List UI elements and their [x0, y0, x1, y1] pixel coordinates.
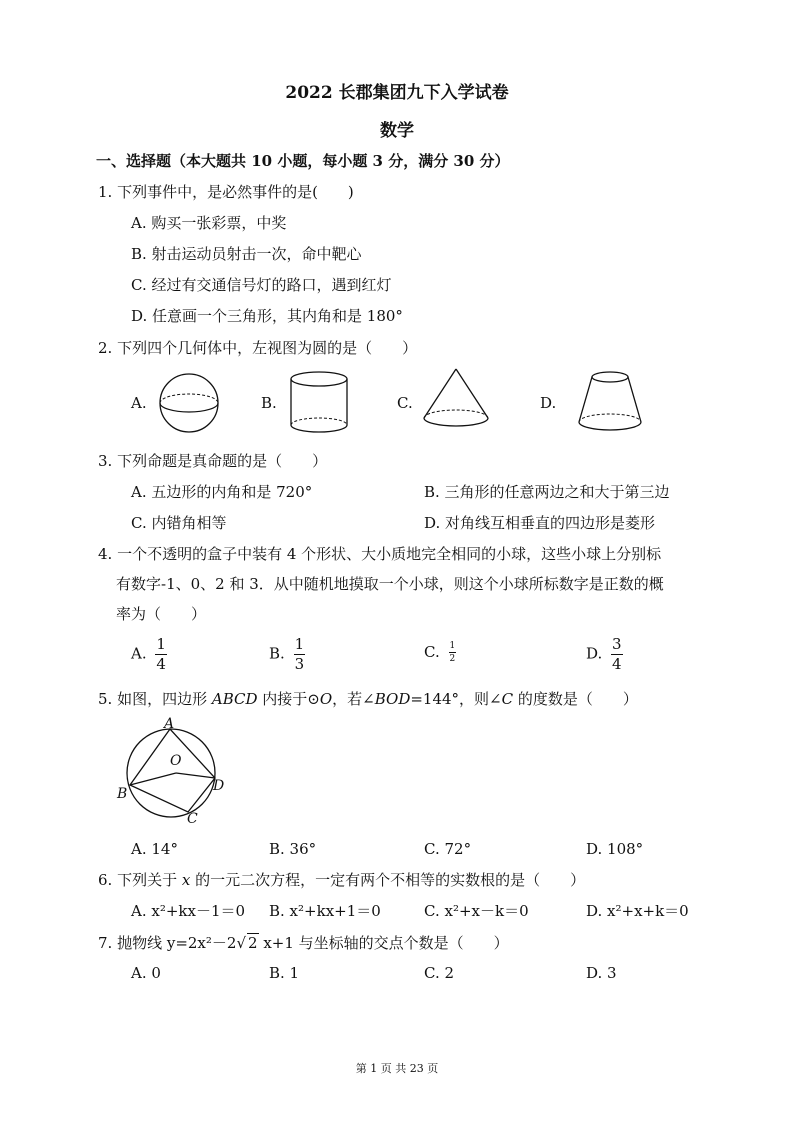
sqrt-symbol: √ 2: [236, 934, 258, 952]
fraction: [155, 637, 167, 672]
question-7-option-b: B. 1: [269, 964, 300, 982]
fraction: [611, 637, 623, 672]
denominator: 4: [612, 655, 622, 673]
question-6-option-d: D. x²+x+k＝0: [586, 902, 689, 920]
stem-text: 的度数是（ ）: [513, 690, 638, 708]
point-label-a: A: [164, 716, 175, 732]
question-2-option-a: A.: [131, 394, 147, 412]
question-1-stem: 1. 下列事件中，是必然事件的是( ): [98, 183, 354, 201]
question-6-option-a: A. x²+kx－1＝0: [131, 902, 246, 920]
option-label: C.: [424, 643, 440, 661]
stem-text: 5. 如图，四边形: [98, 690, 212, 708]
cone-icon: [419, 366, 493, 436]
question-1-option-b: B. 射击运动员射击一次，命中靶心: [131, 245, 362, 263]
question-5-option-c: C. 72°: [424, 840, 472, 858]
stem-symbol: O: [319, 690, 333, 708]
question-6-option-b: B. x²+kx+1＝0: [269, 902, 381, 920]
option-label: B.: [269, 644, 285, 663]
circle-quadrilateral-figure: [114, 716, 234, 830]
question-4-option-c: [424, 642, 456, 664]
question-1-option-a: A. 购买一张彩票，中奖: [131, 214, 287, 232]
question-4-line-3: 率为（ ）: [116, 605, 207, 623]
fraction: [294, 637, 306, 672]
question-6-option-c: C. x²+x－k＝0: [424, 902, 529, 920]
numerator: 1: [449, 641, 456, 651]
question-5-option-a: A. 14°: [131, 840, 178, 858]
fraction: [449, 642, 457, 664]
question-5-option-b: B. 36°: [269, 840, 317, 858]
question-7-stem: [98, 932, 509, 953]
cylinder-icon: [286, 370, 354, 436]
question-3-option-c: C. 内错角相等: [131, 514, 227, 532]
stem-symbol: BOD: [374, 690, 411, 708]
denominator: 2: [449, 654, 456, 664]
point-label-c: C: [187, 811, 198, 827]
question-1-option-c: C. 经过有交通信号灯的路口，遇到红灯: [131, 276, 392, 294]
numerator: 1: [156, 635, 166, 653]
stem-text: 6. 下列关于: [98, 871, 182, 889]
stem-text: x+1 与坐标轴的交点个数是（ ）: [258, 934, 509, 952]
section-heading: 一、选择题（本大题共 10 小题，每小题 3 分，满分 30 分）: [96, 152, 510, 170]
question-4-line-2: 有数字-1、0、2 和 3．从中随机地摸取一个小球，则这个小球所标数字是正数的概: [116, 575, 664, 593]
question-1-option-d: D. 任意画一个三角形，其内角和是 180°: [131, 307, 403, 325]
stem-symbol: x: [181, 871, 191, 889]
question-3-option-d: D. 对角线互相垂直的四边形是菱形: [424, 514, 656, 532]
question-4-line-1: 4. 一个不透明的盒子中装有 4 个形状、大小质地完全相同的小球，这些小球上分别标: [98, 545, 662, 563]
question-7-option-d: D. 3: [586, 964, 617, 982]
option-label: A.: [131, 644, 147, 663]
numerator: 1: [294, 635, 305, 653]
subject-title: 数学: [380, 121, 414, 141]
question-4-option-a: [131, 637, 167, 672]
question-7-option-c: C. 2: [424, 964, 455, 982]
question-3-option-b: B. 三角形的任意两边之和大于第三边: [424, 483, 670, 501]
denominator: 3: [294, 655, 305, 673]
page-title: 2022 长郡集团九下入学试卷: [285, 83, 509, 103]
question-6-stem: [98, 869, 585, 890]
stem-text: 内接于⊙: [257, 690, 320, 708]
stem-text: =144°，则∠: [410, 690, 502, 708]
numerator: 3: [612, 635, 622, 653]
stem-text: ，若∠: [332, 690, 375, 708]
question-3-option-a: A. 五边形的内角和是 720°: [131, 483, 313, 501]
point-label-d: D: [213, 778, 225, 794]
question-2-option-c: C.: [397, 394, 413, 412]
option-label: D.: [586, 644, 603, 663]
question-2-stem: 2. 下列四个几何体中，左视图为圆的是（ ）: [98, 339, 418, 357]
question-2-option-b: B.: [261, 394, 277, 412]
denominator: 4: [156, 655, 166, 673]
question-4-option-d: [586, 637, 623, 672]
frustum-icon: [574, 366, 646, 438]
sphere-icon: [155, 372, 225, 436]
question-4-option-b: [269, 637, 305, 672]
sqrt-radicand: 2: [248, 934, 258, 952]
question-5-stem: [98, 688, 638, 709]
stem-text: 7. 抛物线 y=2x²－2: [98, 934, 237, 952]
question-7-option-a: A. 0: [131, 964, 161, 982]
stem-text: 的一元二次方程，一定有两个不相等的实数根的是（ ）: [190, 871, 586, 889]
question-2-option-d: D.: [540, 394, 557, 412]
question-5-option-d: D. 108°: [586, 840, 644, 858]
stem-symbol: ABCD: [211, 690, 258, 708]
stem-symbol: C: [501, 690, 514, 708]
page-number: 第 1 页 共 23 页: [355, 1062, 439, 1075]
question-3-stem: 3. 下列命题是真命题的是（ ）: [98, 452, 328, 470]
point-label-b: B: [117, 786, 128, 802]
point-label-o: O: [170, 753, 182, 769]
